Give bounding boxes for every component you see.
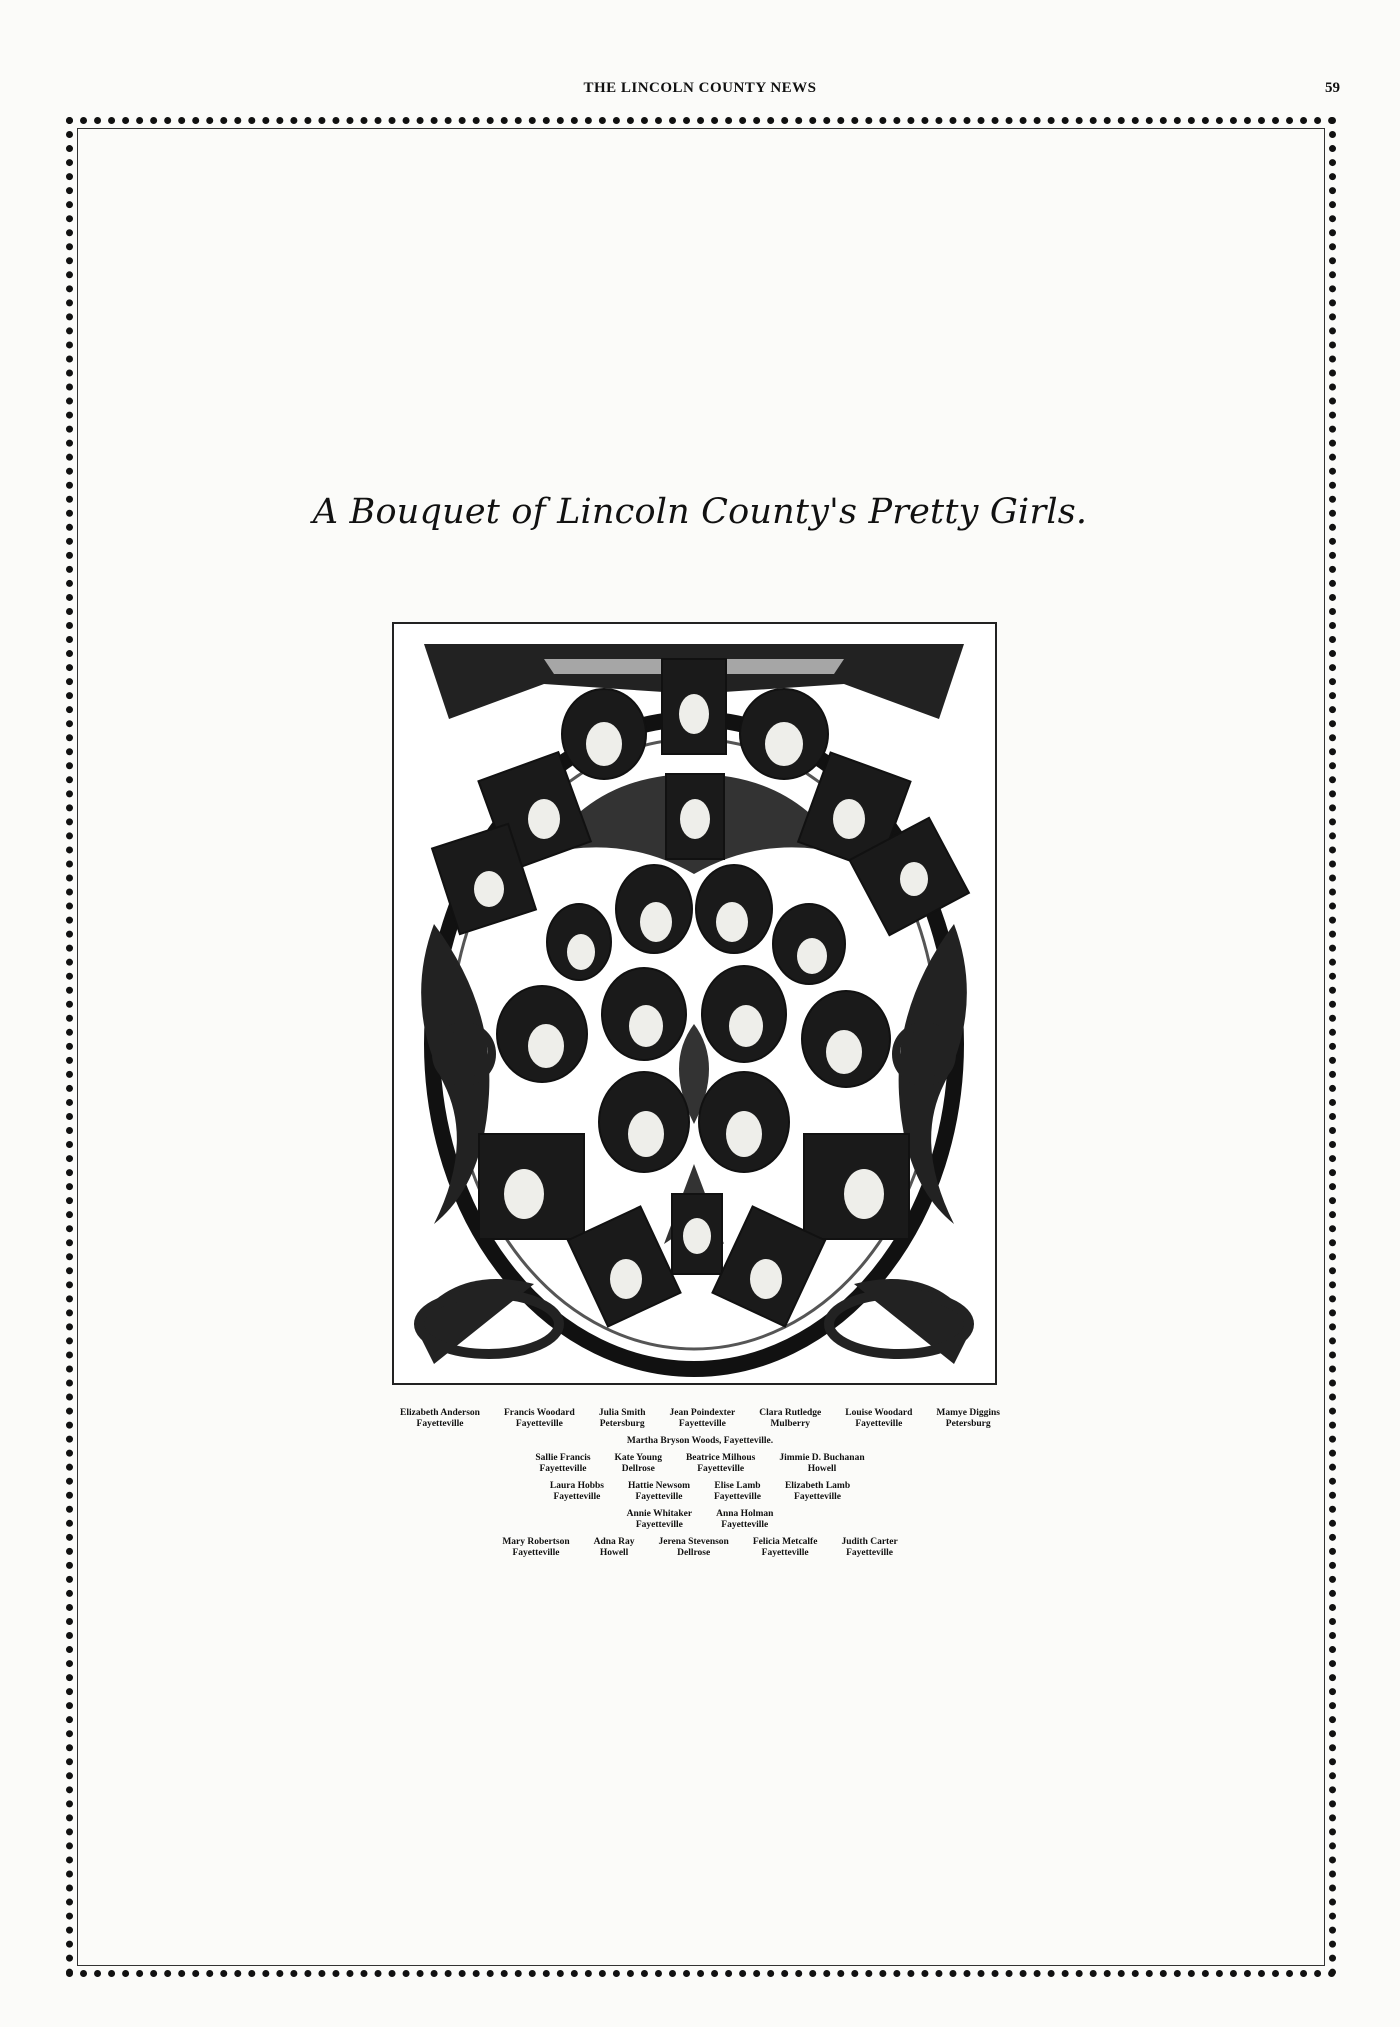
caption-entry bbox=[659, 1537, 729, 1559]
caption-place: Fayetteville bbox=[794, 1492, 841, 1502]
caption-entry bbox=[550, 1481, 604, 1503]
caption-entry bbox=[714, 1481, 761, 1503]
caption-row bbox=[280, 1453, 1120, 1475]
caption-row bbox=[280, 1509, 1120, 1531]
caption-entry bbox=[716, 1509, 773, 1531]
newspaper-masthead: THE LINCOLN COUNTY NEWS bbox=[583, 80, 817, 96]
caption-name: Hattie Newsom bbox=[627, 1481, 690, 1491]
caption-place: Mulberry bbox=[770, 1419, 811, 1429]
caption-place: Fayetteville bbox=[697, 1464, 745, 1474]
caption-place: Petersburg bbox=[945, 1419, 991, 1429]
caption-place: Fayetteville bbox=[678, 1419, 726, 1429]
page-headline: A Bouquet of Lincoln County's Pretty Girls. bbox=[312, 492, 1088, 532]
caption-place: Fayetteville bbox=[512, 1548, 560, 1558]
caption-place: Fayetteville bbox=[761, 1548, 809, 1558]
caption-place: Fayetteville bbox=[713, 1492, 761, 1502]
caption-name: Elise Lamb bbox=[714, 1481, 761, 1491]
caption-place: Fayetteville bbox=[635, 1520, 683, 1530]
caption-entry bbox=[628, 1481, 690, 1503]
caption-entry bbox=[599, 1408, 646, 1430]
caption-entry bbox=[627, 1509, 693, 1531]
caption-name: Beatrice Milhous bbox=[685, 1453, 756, 1463]
caption-entry bbox=[845, 1408, 912, 1430]
caption-place: Fayetteville bbox=[553, 1492, 601, 1502]
caption-name: Jean Poindexter bbox=[669, 1408, 736, 1418]
caption-row bbox=[280, 1408, 1120, 1430]
collage-illustration bbox=[394, 624, 995, 1383]
caption-name: Felicia Metcalfe bbox=[752, 1537, 818, 1547]
caption-entry bbox=[594, 1537, 635, 1559]
caption-place: Fayetteville bbox=[846, 1548, 894, 1558]
caption-entry bbox=[841, 1537, 897, 1559]
caption-place: Fayetteville bbox=[635, 1492, 683, 1502]
caption-place: Petersburg bbox=[599, 1419, 645, 1429]
caption-name: Jimmie D. Buchanan bbox=[779, 1453, 865, 1463]
caption-row bbox=[280, 1537, 1120, 1559]
caption-name: Elizabeth Lamb bbox=[784, 1481, 851, 1491]
caption-name: Mary Robertson bbox=[502, 1537, 570, 1547]
caption-entry bbox=[686, 1453, 755, 1475]
caption-entry bbox=[779, 1453, 864, 1475]
caption-entry bbox=[535, 1453, 590, 1475]
page-number: 59 bbox=[1325, 80, 1340, 96]
caption-entry bbox=[615, 1453, 662, 1475]
caption-name: Elizabeth Anderson bbox=[400, 1408, 480, 1418]
caption-entry bbox=[936, 1408, 1000, 1430]
photo-caption bbox=[280, 1408, 1120, 1565]
caption-name: Julia Smith bbox=[598, 1408, 646, 1418]
caption-name: Sallie Francis bbox=[535, 1453, 591, 1463]
caption-entry bbox=[753, 1537, 818, 1559]
caption-name: Laura Hobbs bbox=[549, 1481, 604, 1491]
caption-place: Howell bbox=[599, 1548, 629, 1558]
caption-entry bbox=[400, 1408, 480, 1430]
caption-place: Fayetteville bbox=[416, 1419, 464, 1429]
caption-name: Anna Holman bbox=[716, 1509, 774, 1519]
caption-row bbox=[280, 1481, 1120, 1503]
caption-entry bbox=[759, 1408, 821, 1430]
caption-place: Fayetteville bbox=[855, 1419, 903, 1429]
caption-place: Fayetteville bbox=[721, 1520, 769, 1530]
caption-entry bbox=[502, 1537, 569, 1559]
caption-place: Fayetteville bbox=[539, 1464, 587, 1474]
caption-name: Mamye Diggins bbox=[936, 1408, 1000, 1418]
caption-place: Fayetteville bbox=[515, 1419, 563, 1429]
caption-entry bbox=[785, 1481, 850, 1503]
caption-line: Martha Bryson Woods, Fayetteville. bbox=[626, 1436, 774, 1446]
caption-name: Francis Woodard bbox=[503, 1408, 575, 1418]
caption-place: Dellrose bbox=[621, 1464, 655, 1474]
caption-entry bbox=[670, 1408, 736, 1430]
portrait-collage bbox=[392, 622, 997, 1385]
caption-name: Kate Young bbox=[614, 1453, 662, 1463]
caption-name: Adna Ray bbox=[593, 1537, 635, 1547]
caption-place: Howell bbox=[807, 1464, 837, 1474]
caption-name: Louise Woodard bbox=[845, 1408, 913, 1418]
caption-entry bbox=[504, 1408, 575, 1430]
caption-name: Jerena Stevenson bbox=[658, 1537, 729, 1547]
caption-place: Dellrose bbox=[677, 1548, 711, 1558]
caption-name: Clara Rutledge bbox=[759, 1408, 822, 1418]
caption-name: Judith Carter bbox=[841, 1537, 898, 1547]
caption-name: Annie Whitaker bbox=[626, 1509, 693, 1519]
